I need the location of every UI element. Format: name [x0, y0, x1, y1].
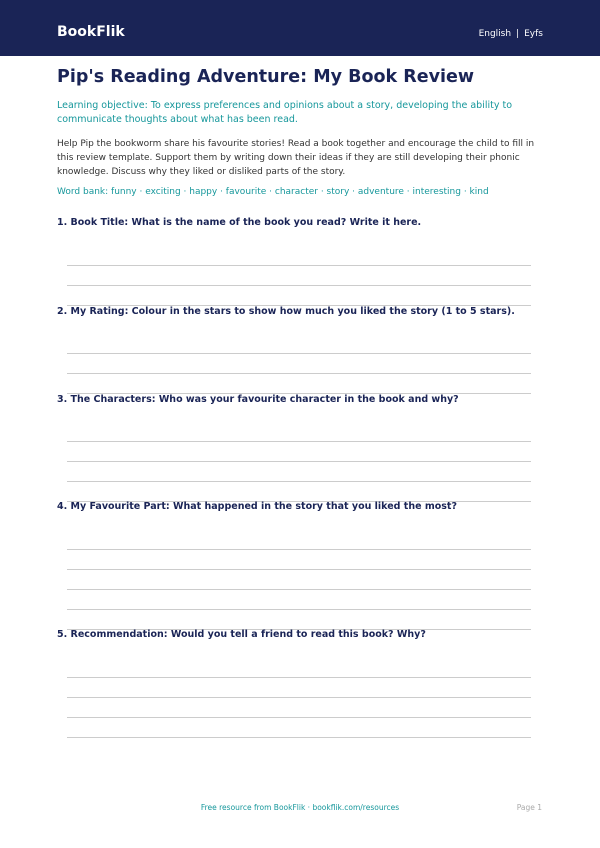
question-3: 3. The Characters: Who was your favourite character in the book and why? — [57, 394, 459, 405]
question-2: 2. My Rating: Colour in the stars to show how much you liked the story (1 to 5 stars). — [57, 306, 515, 317]
answer-line[interactable] — [67, 265, 531, 266]
breadcrumb-separator: | — [516, 29, 520, 39]
answer-line[interactable] — [67, 549, 531, 550]
question-5: 5. Recommendation: Would you tell a friend to read this book? Why? — [57, 629, 426, 640]
answer-line[interactable] — [67, 441, 531, 442]
breadcrumb-subject[interactable]: English — [478, 29, 512, 39]
brand-logo[interactable]: BookFlik — [57, 24, 125, 40]
answer-line[interactable] — [67, 717, 531, 718]
page-title: Pip's Reading Adventure: My Book Review — [57, 67, 475, 87]
question-1: 1. Book Title: What is the name of the book you read? Write it here. — [57, 217, 422, 228]
breadcrumb — [479, 27, 543, 41]
answer-line[interactable] — [67, 589, 531, 590]
answer-line[interactable] — [67, 373, 531, 374]
site-header — [0, 0, 600, 56]
answer-line[interactable] — [67, 697, 531, 698]
footer-text[interactable]: Free resource from BookFlik · bookflik.com/resources — [200, 803, 400, 812]
answer-line[interactable] — [67, 569, 531, 570]
answer-line[interactable] — [67, 461, 531, 462]
answer-line[interactable] — [67, 609, 531, 610]
breadcrumb-level[interactable]: Eyfs — [524, 29, 543, 39]
answer-line[interactable] — [67, 737, 531, 738]
word-bank: Word bank: funny · exciting · happy · favourite · character · story · adventure · interesting · kind — [57, 187, 489, 197]
answer-line[interactable] — [67, 481, 531, 482]
question-4: 4. My Favourite Part: What happened in the story that you liked the most? — [57, 501, 457, 512]
learning-objective: Learning objective: To express preferences and opinions about a story, developing the ability to communicate thoughts about what has been read. — [57, 100, 513, 125]
intro-text: Help Pip the bookworm share his favourite stories! Read a book together and encourage the child to fill in this review template. Support them by writing down their ideas if they are still developing their phonic knowledge. Discuss why they liked or disliked parts of the story. — [57, 139, 535, 177]
answer-line[interactable] — [67, 677, 531, 678]
answer-line[interactable] — [67, 353, 531, 354]
page-number: Page 1 — [516, 803, 542, 812]
answer-line[interactable] — [67, 285, 531, 286]
